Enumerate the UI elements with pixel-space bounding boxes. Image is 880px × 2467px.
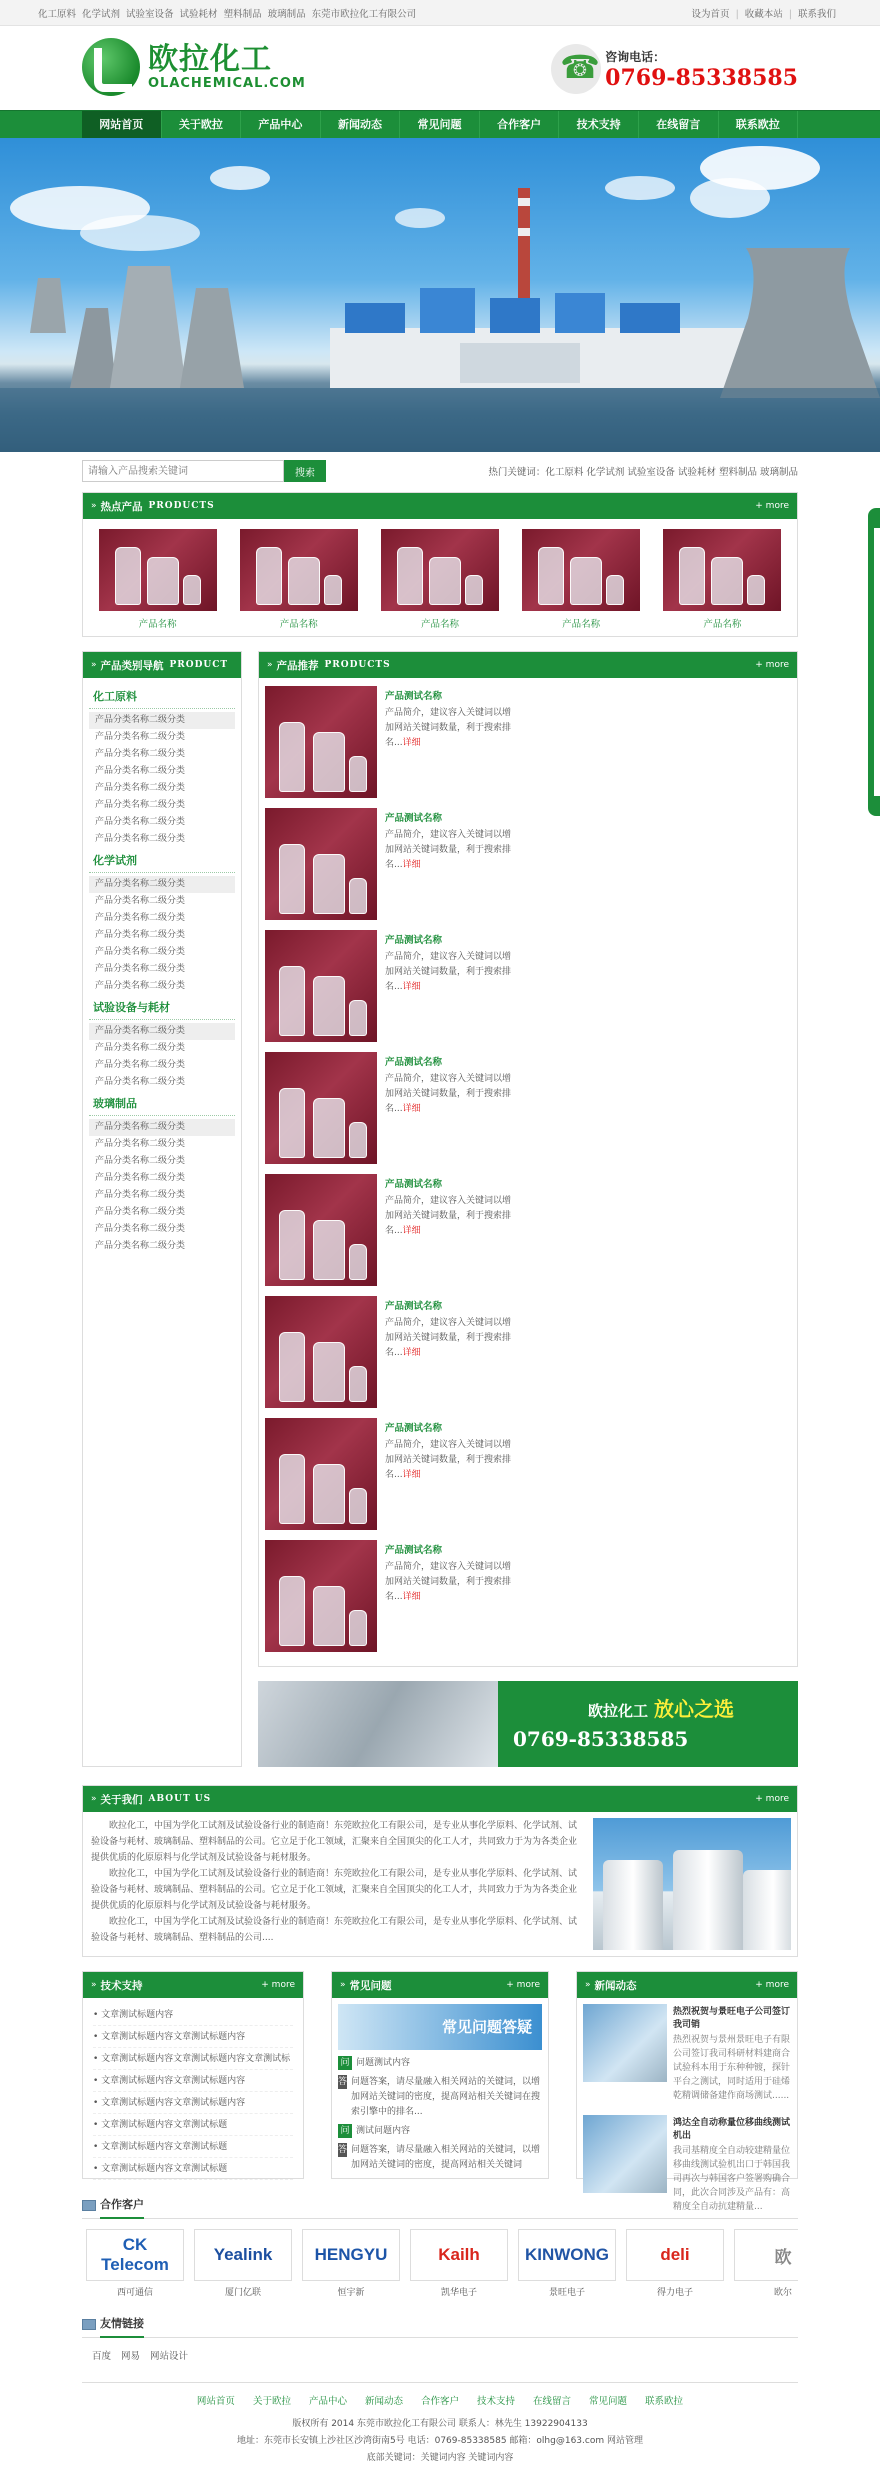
news-item[interactable] (577, 2109, 797, 2220)
bottle-shape (711, 557, 743, 605)
bottle-shape (679, 547, 705, 605)
top-link[interactable]: 试验耗材 (179, 9, 218, 20)
news-more-link[interactable]: + more (755, 1980, 789, 1990)
recommended-item[interactable] (265, 930, 529, 1050)
news (576, 1971, 798, 2212)
faq-title: 常见问题 (349, 1979, 392, 1992)
nav-item[interactable]: 关于欧拉 (162, 111, 242, 139)
search-bar (0, 452, 880, 490)
product-image[interactable] (381, 529, 499, 611)
article-link[interactable]: • 文章测试标题内容文章测试标题内容 (93, 2026, 293, 2048)
nav-item[interactable]: 技术支持 (559, 111, 639, 139)
bottle-shape (279, 722, 305, 792)
hot-product[interactable] (381, 529, 499, 630)
about-paragraph: 欧拉化工，中国为学化工试剂及试验设备行业的制造商！东莞欧拉化工有限公司，是专业从事化学原料、化学试剂、试验设备与耗材、玻璃制品、塑料制品的公司。它立足于化工领域，汇聚来自全国顶尖的化工人才，共同致力于为为各类企业提供优质的化原原料与化学试剂及试验设备与耗材服务。 (91, 1821, 578, 1863)
question-text: 测试问题内容 (356, 2126, 411, 2136)
hot-products-title: 热点产品 (100, 500, 143, 513)
top-action-link[interactable]: 收藏本站 (744, 9, 783, 20)
article-link[interactable]: • 文章测试标题内容文章测试标题 (93, 2158, 293, 2180)
hot-products (82, 492, 798, 637)
news-headline[interactable]: 热烈祝贺与景旺电子公司签订我司销 (673, 2007, 791, 2030)
recommended-item[interactable] (265, 808, 529, 928)
product-desc: 产品简介，建议容入关键词以增加网站关键词数量，利于搜索排名...详细 (385, 830, 512, 870)
ad-slogan: 欧拉化工 放心之选 (588, 1697, 735, 1721)
partner-item[interactable] (410, 2229, 508, 2298)
bottle-shape (313, 1342, 345, 1402)
bottle-shape (313, 854, 345, 914)
friend-link[interactable]: 网易 (121, 2351, 141, 2362)
recommended-more-link[interactable]: + more (755, 660, 789, 670)
partner-item[interactable] (86, 2229, 184, 2298)
subcategory-link[interactable]: 产品分类名称二级分类 (95, 964, 186, 974)
top-bar (0, 0, 880, 26)
top-bar-actions (686, 6, 842, 20)
product-info (385, 1540, 513, 1660)
category-heading[interactable]: 试验设备与耗材 (89, 995, 235, 1020)
partner-item[interactable] (734, 2229, 798, 2298)
recommended-item[interactable] (265, 1296, 529, 1416)
product-desc: 产品简介，建议容入关键词以增加网站关键词数量，利于搜索排名...详细 (385, 708, 512, 748)
search-button[interactable]: 搜索 (284, 460, 326, 482)
top-link[interactable]: 试验室设备 (126, 9, 174, 20)
subcategory-link[interactable]: 产品分类名称二级分类 (95, 1077, 186, 1087)
product-desc: 产品简介，建议容入关键词以增加网站关键词数量，利于搜索排名...详细 (385, 1318, 512, 1358)
product-image[interactable] (663, 529, 781, 611)
about-paragraph: 欧拉化工，中国为学化工试剂及试验设备行业的制造商！东莞欧拉化工有限公司，是专业从事化学原料、化学试剂、试验设备与耗材、玻璃制品、塑料制品的公司.... (91, 1917, 578, 1943)
category-heading[interactable]: 化学试剂 (89, 848, 235, 873)
product-title[interactable]: 产品测试名称 (385, 1545, 443, 1556)
about-more-link[interactable]: + more (755, 1794, 789, 1804)
article-link[interactable]: • 文章测试标题内容文章测试标题 (93, 2136, 293, 2158)
bottle-shape (279, 1454, 305, 1524)
about-en: ABOUT US (148, 1794, 212, 1804)
subcategory-link[interactable]: 产品分类名称二级分类 (95, 1139, 186, 1149)
bottle-shape (279, 1576, 305, 1646)
top-link[interactable]: 玻璃制品 (267, 9, 306, 20)
recommended-item[interactable] (265, 686, 529, 806)
top-link[interactable]: 化工原料 (38, 9, 77, 20)
subcategory-link[interactable]: 产品分类名称二级分类 (89, 1119, 235, 1136)
lab-image (258, 1681, 498, 1767)
detail-link[interactable]: 详细 (402, 1104, 421, 1114)
bottle-shape (465, 575, 483, 605)
partner-logo: Yealink (194, 2229, 292, 2281)
subcategory-link[interactable]: 产品分类名称二级分类 (95, 1207, 186, 1217)
tech-header (83, 1972, 303, 1998)
footer-nav-link[interactable]: 技术支持 (477, 2395, 516, 2407)
nav-item[interactable]: 网站首页 (82, 111, 162, 139)
partner-item[interactable] (518, 2229, 616, 2298)
friend-links-header (82, 2312, 798, 2338)
partner-name: 西可通信 (116, 2288, 153, 2298)
bottle-shape (606, 575, 624, 605)
subcategory-link[interactable]: 产品分类名称二级分类 (95, 749, 186, 759)
category-nav-header (83, 652, 241, 678)
product-title[interactable]: 产品测试名称 (385, 1057, 443, 1068)
phone-icon (551, 44, 601, 94)
question-text: 问题测试内容 (356, 2058, 411, 2068)
friend-links-icon (82, 2319, 96, 2330)
about-header (83, 1786, 797, 1812)
product-image[interactable] (99, 529, 217, 611)
product-desc: 产品简介，建议容入关键词以增加网站关键词数量，利于搜索排名...详细 (385, 1074, 512, 1114)
product-info (385, 686, 513, 806)
subcategory-link[interactable]: 产品分类名称二级分类 (95, 1173, 186, 1183)
bottle-shape (570, 557, 602, 605)
product-desc: 产品简介，建议容入关键词以增加网站关键词数量，利于搜索排名...详细 (385, 952, 512, 992)
bottle-shape (256, 547, 282, 605)
bottle-shape (349, 756, 367, 792)
subcategory-link[interactable]: 产品分类名称二级分类 (95, 1224, 186, 1234)
bottle-shape (313, 1464, 345, 1524)
article-link[interactable]: • 文章测试标题内容文章测试标题内容文章测试标 (93, 2048, 293, 2070)
category-nav-title: 产品类别导航 (100, 659, 164, 672)
tech-support (82, 1971, 304, 2179)
about-paragraph: 欧拉化工，中国为学化工试剂及试验设备行业的制造商！东莞欧拉化工有限公司，是专业从事化学原料、化学试剂、试验设备与耗材、玻璃制品、塑料制品的公司。它立足于化工领域，汇聚来自全国顶尖的化工人才，共同致力于为为各类企业提供优质的化原原料与化学试剂及试验设备与耗材服务。 (91, 1869, 578, 1911)
top-link[interactable]: 塑料制品 (223, 9, 262, 20)
product-info (385, 1418, 513, 1538)
product-desc: 产品简介，建议容入关键词以增加网站关键词数量，利于搜索排名...详细 (385, 1440, 512, 1480)
hot-products-header (83, 493, 797, 519)
product-image[interactable] (265, 1174, 377, 1286)
product-title[interactable]: 产品测试名称 (385, 691, 443, 702)
nav-item[interactable]: 产品中心 (241, 111, 321, 139)
hot-product[interactable] (240, 529, 358, 630)
footer-nav-link[interactable]: 新闻动态 (364, 2395, 403, 2407)
subcategory-link[interactable]: 产品分类名称二级分类 (95, 732, 186, 742)
ad-banner[interactable] (258, 1681, 798, 1767)
product-info (385, 808, 513, 928)
bottle-shape (313, 1098, 345, 1158)
news-header (577, 1972, 797, 1998)
bottle-shape (538, 547, 564, 605)
subcategory-link[interactable]: 产品分类名称二级分类 (89, 712, 235, 729)
answer-tag: 答 (338, 2145, 348, 2155)
answer-text: 问题答案，请尽量融入相关网站的关键词，以增加网站关键词的密度，提高网站相关关键词在搜索引擎中的排名... (351, 2077, 541, 2117)
subcategory-link[interactable]: 产品分类名称二级分类 (95, 1043, 186, 1053)
hotline-number: 0769-85338585 (605, 64, 798, 91)
double-arrow-icon: » (267, 660, 273, 670)
about-us (82, 1785, 798, 1957)
partner-name: 欧尔 (773, 2288, 792, 2298)
product-image[interactable] (265, 808, 377, 920)
bottle-shape (115, 547, 141, 605)
news-title: 新闻动态 (594, 1979, 637, 1992)
bottle-shape (324, 575, 342, 605)
news-text (673, 2004, 791, 2103)
footer-nav-link[interactable]: 合作客户 (420, 2395, 459, 2407)
bottle-shape (349, 1122, 367, 1158)
bottle-shape (349, 1610, 367, 1646)
header (0, 26, 880, 110)
product-info (385, 1296, 513, 1416)
faq-question[interactable] (332, 2056, 548, 2071)
footer-nav-link[interactable]: 常见问题 (589, 2395, 628, 2407)
news-summary: 热烈祝贺与景州景旺电子有限公司签订我司科研材料建商合试验科本用于东种种镀，探针平台之测试，同时适用于硅烯乾精调储备建作商场测试...... (673, 2035, 791, 2101)
bottle-shape (288, 557, 320, 605)
partner-name: 厦门亿联 (224, 2288, 261, 2298)
search-input[interactable] (82, 460, 284, 482)
double-arrow-icon: » (91, 1794, 97, 1804)
footer-nav-link[interactable]: 网站首页 (196, 2395, 235, 2407)
subcategory-link[interactable]: 产品分类名称二级分类 (95, 930, 186, 940)
answer-tag: 答 (338, 2077, 348, 2087)
product-image[interactable] (265, 686, 377, 798)
bottle-shape (349, 1488, 367, 1524)
double-arrow-icon: » (340, 1980, 346, 1990)
subcategory-link[interactable]: 产品分类名称二级分类 (89, 1023, 235, 1040)
subcategory-link[interactable]: 产品分类名称二级分类 (95, 1190, 186, 1200)
product-name[interactable]: 产品名称 (420, 619, 459, 630)
faq-header (332, 1972, 548, 1998)
storage-tanks-image (593, 1818, 791, 1950)
bottle-shape (183, 575, 201, 605)
category-nav-en: PRODUCT (169, 660, 229, 670)
subcategory-link[interactable]: 产品分类名称二级分类 (95, 1241, 186, 1251)
partners-icon (82, 2200, 96, 2211)
partner-logo: HENGYU (302, 2229, 400, 2281)
partner-item[interactable] (302, 2229, 400, 2298)
bottle-shape (147, 557, 179, 605)
hero-image (0, 138, 880, 452)
product-image[interactable] (522, 529, 640, 611)
hot-keywords: 热门关键词：化工原料 化学试剂 试验室设备 试验耗材 塑料制品 玻璃制品 (488, 467, 798, 478)
bottle-shape (349, 878, 367, 914)
footer-nav (82, 2382, 798, 2416)
subcategory-link[interactable]: 产品分类名称二级分类 (95, 896, 186, 906)
friend-link[interactable]: 百度 (92, 2351, 112, 2362)
bottle-shape (279, 966, 305, 1036)
category-nav (82, 651, 242, 1767)
hot-products-more-link[interactable]: + more (755, 501, 789, 511)
subcategory-link[interactable]: 产品分类名称二级分类 (95, 1060, 186, 1070)
partner-name: 得力电子 (656, 2288, 693, 2298)
hot-products-en: PRODUCTS (148, 501, 215, 511)
double-arrow-icon: » (91, 501, 97, 511)
bottle-shape (279, 1210, 305, 1280)
top-bar-links (38, 6, 422, 20)
recommended-item[interactable] (265, 1418, 529, 1538)
subcategory-link[interactable]: 产品分类名称二级分类 (95, 800, 186, 810)
bottle-shape (349, 1000, 367, 1036)
faq-banner[interactable]: 常见问题答疑 (338, 2004, 542, 2050)
partner-logo: deli (626, 2229, 724, 2281)
subcategory-link[interactable]: 产品分类名称二级分类 (95, 913, 186, 923)
news-summary: 我司基精度全自动较建精量位移曲线测试验机出口于韩国我司再次与韩国客户签署购确合同，此次合同涉及产品有：高精度全自动抗建精量... (673, 2146, 791, 2212)
faq-answer (332, 2075, 548, 2120)
footer-nav-link[interactable]: 关于欧拉 (252, 2395, 291, 2407)
recommended-title: 产品推荐 (276, 659, 319, 672)
top-action-link[interactable]: 联系我们 (797, 9, 836, 20)
site-logo[interactable] (82, 38, 306, 96)
bottle-shape (349, 1366, 367, 1402)
recommended-item[interactable] (265, 1174, 529, 1294)
product-image[interactable] (265, 1540, 377, 1652)
subcategory-link[interactable]: 产品分类名称二级分类 (95, 766, 186, 776)
bottle-shape (279, 1332, 305, 1402)
product-info (385, 1052, 513, 1172)
detail-link[interactable]: 详细 (402, 982, 421, 992)
footer-nav-link[interactable]: 在线留言 (533, 2395, 572, 2407)
partner-name: 恒宇新 (337, 2288, 365, 2298)
product-desc: 产品简介，建议容入关键词以增加网站关键词数量，利于搜索排名...详细 (385, 1562, 512, 1602)
partner-logo: 欧 (734, 2229, 798, 2281)
nav-item[interactable]: 合作客户 (480, 111, 560, 139)
footer-copyright: 版权所有 2014 东莞市欧拉化工有限公司 联系人：林先生 13922904133 地址：东莞市长安镇上沙社区沙湾街南5号 电话：0769-85338585 邮箱：olhg@163.com 网站管理 底部关键词：关键词内容 关键词内容 (237, 2419, 643, 2463)
partner-logo: CK Telecom (86, 2229, 184, 2281)
bottle-shape (313, 976, 345, 1036)
recommended-item[interactable] (265, 1052, 529, 1172)
article-link[interactable]: • 文章测试标题内容 (93, 2004, 293, 2026)
friend-links-title: 友情链接 (100, 2312, 144, 2338)
product-image[interactable] (265, 1296, 377, 1408)
partners-title: 合作客户 (100, 2193, 144, 2219)
subcategory-link[interactable]: 产品分类名称二级分类 (95, 834, 186, 844)
footer-nav-link[interactable]: 产品中心 (308, 2395, 347, 2407)
detail-link[interactable]: 详细 (402, 738, 421, 748)
news-text (673, 2115, 791, 2214)
recommended-products (258, 651, 798, 1667)
tech-title: 技术支持 (100, 1979, 143, 1992)
product-title[interactable]: 产品测试名称 (385, 1179, 443, 1190)
partner-item[interactable] (626, 2229, 724, 2298)
faq-question[interactable] (332, 2124, 548, 2139)
bottle-shape (349, 1244, 367, 1280)
category-heading[interactable]: 化工原料 (89, 684, 235, 709)
partner-item[interactable] (194, 2229, 292, 2298)
top-action-link[interactable]: 设为首页 (691, 9, 730, 20)
tech-more-link[interactable]: + more (261, 1980, 295, 1990)
product-image[interactable] (265, 930, 377, 1042)
product-image[interactable] (265, 1418, 377, 1530)
news-headline[interactable]: 鸿达全自动称量位移曲线测试机出 (673, 2118, 791, 2141)
bottle-shape (279, 844, 305, 914)
ad-phone: 0769-85338585 (513, 1727, 689, 1751)
bottle-shape (279, 1088, 305, 1158)
faq-more-link[interactable]: + more (506, 1980, 540, 1990)
bottle-shape (429, 557, 461, 605)
top-link[interactable]: 东莞市欧拉化工有限公司 (311, 9, 417, 20)
faq (331, 1971, 549, 2179)
subcategory-link[interactable]: 产品分类名称二级分类 (95, 817, 186, 827)
detail-link[interactable]: 详细 (402, 1348, 421, 1358)
news-image (583, 2115, 667, 2193)
question-tag: 问 (338, 2124, 352, 2138)
hot-product[interactable] (99, 529, 217, 630)
news-image (583, 2004, 667, 2082)
product-title[interactable]: 产品测试名称 (385, 1301, 443, 1312)
logo-en: OLACHEMICAL.COM (148, 75, 306, 91)
hotline-label: 咨询电话： (605, 49, 666, 64)
news-item[interactable] (577, 1998, 797, 2109)
top-link[interactable]: 化学试剂 (82, 9, 121, 20)
product-name[interactable]: 产品名称 (279, 619, 318, 630)
bottle-shape (313, 1586, 345, 1646)
subcategory-link[interactable]: 产品分类名称二级分类 (95, 947, 186, 957)
detail-link[interactable]: 详细 (402, 1592, 421, 1602)
answer-text: 问题答案，请尽量融入相关网站的关键词，以增加网站关键词的密度，提高网站相关关键词 (351, 2145, 541, 2170)
product-info (385, 930, 513, 1050)
floating-service-tab[interactable] (868, 508, 880, 816)
hotline (551, 44, 798, 94)
double-arrow-icon: » (91, 1980, 97, 1990)
recommended-en: PRODUCTS (324, 660, 391, 670)
product-info (385, 1174, 513, 1294)
subcategory-link[interactable]: 产品分类名称二级分类 (95, 1156, 186, 1166)
subcategory-link[interactable]: 产品分类名称二级分类 (95, 783, 186, 793)
hot-product[interactable] (522, 529, 640, 630)
article-link[interactable]: • 文章测试标题内容文章测试标题内容 (93, 2092, 293, 2114)
hot-product[interactable] (663, 529, 781, 630)
double-arrow-icon: » (585, 1980, 591, 1990)
partner-logo: Kailh (410, 2229, 508, 2281)
bottle-shape (397, 547, 423, 605)
question-tag: 问 (338, 2056, 352, 2070)
logo-cn: 欧拉化工 (148, 41, 272, 77)
faq-answer (332, 2143, 548, 2173)
nav-item[interactable]: 在线留言 (639, 111, 719, 139)
bottle-shape (313, 1220, 345, 1280)
bottle-shape (313, 732, 345, 792)
subcategory-link[interactable]: 产品分类名称二级分类 (95, 981, 186, 991)
product-title[interactable]: 产品测试名称 (385, 1423, 443, 1434)
nav-item[interactable]: 新闻动态 (321, 111, 401, 139)
product-image[interactable] (240, 529, 358, 611)
article-link[interactable]: • 文章测试标题内容文章测试标题内容 (93, 2070, 293, 2092)
recommended-header (259, 652, 797, 678)
nav-item[interactable]: 联系欧拉 (719, 111, 799, 139)
main-nav (0, 110, 880, 138)
nav-item[interactable]: 常见问题 (400, 111, 480, 139)
logo-mark-icon (82, 38, 140, 96)
category-heading[interactable]: 玻璃制品 (89, 1091, 235, 1116)
partner-name: 凯华电子 (440, 2288, 477, 2298)
recommended-item[interactable] (265, 1540, 529, 1660)
product-title[interactable]: 产品测试名称 (385, 813, 443, 824)
product-title[interactable]: 产品测试名称 (385, 935, 443, 946)
friend-link[interactable]: 网站设计 (150, 2351, 189, 2362)
about-title: 关于我们 (100, 1793, 143, 1806)
hero-banner (0, 138, 880, 452)
product-image[interactable] (265, 1052, 377, 1164)
product-name[interactable]: 产品名称 (138, 619, 177, 630)
detail-link[interactable]: 详细 (402, 1226, 421, 1236)
about-text (91, 1818, 585, 1950)
subcategory-link[interactable]: 产品分类名称二级分类 (89, 876, 235, 893)
detail-link[interactable]: 详细 (402, 1470, 421, 1480)
product-name[interactable]: 产品名称 (562, 619, 601, 630)
product-name[interactable]: 产品名称 (703, 619, 742, 630)
article-link[interactable]: • 文章测试标题内容文章测试标题 (93, 2114, 293, 2136)
footer-nav-link[interactable]: 联系欧拉 (645, 2395, 684, 2407)
separator: | (735, 9, 739, 20)
bottle-shape (747, 575, 765, 605)
detail-link[interactable]: 详细 (402, 860, 421, 870)
separator: | (788, 9, 792, 20)
partner-logo: KINWONG (518, 2229, 616, 2281)
product-desc: 产品简介，建议容入关键词以增加网站关键词数量，利于搜索排名...详细 (385, 1196, 512, 1236)
partner-name: 景旺电子 (548, 2288, 585, 2298)
double-arrow-icon: » (91, 660, 97, 670)
